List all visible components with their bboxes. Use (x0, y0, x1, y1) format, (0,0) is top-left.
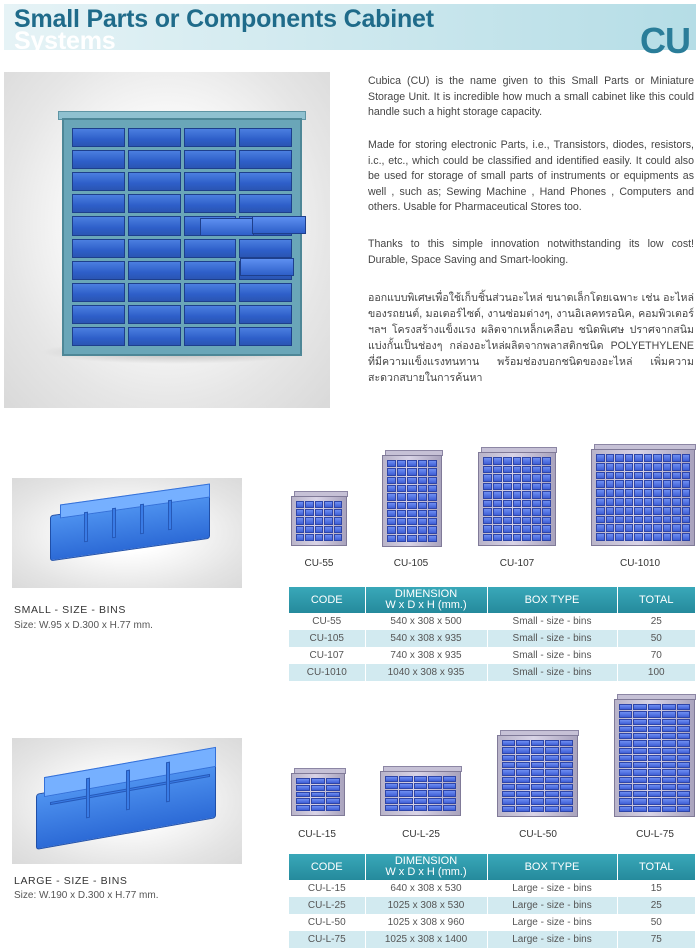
cell-dimension: 1025 x 308 x 960 (365, 914, 487, 931)
table-row (289, 647, 695, 664)
cabinet-model-image (380, 771, 461, 816)
small-bins-spec-table (289, 587, 695, 681)
cabinet-drawer (128, 128, 181, 147)
cell-dimension: 1025 x 308 x 1400 (365, 931, 487, 948)
cabinet-drawer (72, 261, 125, 280)
cabinet-drawer (72, 172, 125, 191)
cabinet-model-image (497, 735, 578, 817)
cabinet-drawer (239, 239, 292, 258)
cell-box-type: Small - size - bins (487, 630, 617, 647)
cell-total: 75 (617, 931, 695, 948)
cabinet-drawer-grid (72, 128, 292, 346)
pulled-drawer (252, 216, 306, 234)
cell-dimension: 640 x 308 x 530 (365, 880, 487, 897)
cabinet-drawer (128, 283, 181, 302)
cell-dimension: 740 x 308 x 935 (365, 647, 487, 664)
pulled-drawer (200, 218, 254, 236)
column-header-box-type: BOX TYPE (487, 587, 617, 613)
cabinet-drawer (128, 239, 181, 258)
cell-box-type: Large - size - bins (487, 931, 617, 948)
cabinet-drawer (239, 305, 292, 324)
cabinet-drawer (184, 239, 237, 258)
hero-cabinet-image (62, 118, 302, 356)
cell-total: 100 (617, 664, 695, 681)
cell-code: CU-105 (289, 630, 365, 647)
cabinet-model-image (382, 455, 442, 547)
cell-code: CU-107 (289, 647, 365, 664)
cell-code: CU-L-25 (289, 897, 365, 914)
cabinet-drawer (184, 261, 237, 280)
cabinet-drawer (128, 261, 181, 280)
table-row (289, 664, 695, 681)
cell-total: 25 (617, 613, 695, 630)
header-banner (4, 4, 696, 61)
cabinet-drawer (128, 327, 181, 346)
cabinet-model-image (591, 449, 695, 546)
page-subtitle: Systems (14, 27, 116, 55)
cabinet-model-image (291, 773, 345, 816)
cabinet-drawer (239, 172, 292, 191)
cabinet-model-image (614, 699, 695, 817)
cell-dimension: 1025 x 308 x 530 (365, 897, 487, 914)
cabinet-model-label: CU-105 (393, 558, 429, 569)
cabinet-drawer (72, 283, 125, 302)
cell-total: 50 (617, 914, 695, 931)
cell-code: CU-L-50 (289, 914, 365, 931)
column-header-code: CODE (289, 854, 365, 880)
description-paragraph-thai: ออกแบบพิเศษเพื่อใช้เก็บชิ้นส่วนอะไหล่ ขนาดเล็กโดยเฉพาะ เช่น อะไหล่ของรถยนต์, มอเตอร์ไซด์, งานซ่อมต่างๆ, งานอิเลคทรอนิค, คอมพิวเตอร์ ฯลฯ โครงสร้างแข็งแรง ผลิตจากเหล็กเคลือบ ชนิดพิเศษ ปราศจากสนิม แบ่งกั้นเป็นช่องๆ กล่องอะไหล่ผลิตจากพลาสติกชนิด POLYETHYLENE ที่มีความแข็งแรงทนทาน พร้อมช่องบอกชนิดของอะไหล่ เพิ่มความสะดวกสบายในการค้นหา (368, 292, 694, 384)
cabinet-drawer (72, 128, 125, 147)
table-row (289, 880, 695, 897)
cell-total: 50 (617, 630, 695, 647)
pulled-drawer (240, 258, 294, 276)
cell-box-type: Large - size - bins (487, 897, 617, 914)
cabinet-drawer (128, 172, 181, 191)
page-title: Small Parts or Components Cabinet (14, 5, 434, 33)
cabinet-drawer (128, 150, 181, 169)
cabinet-drawer (72, 239, 125, 258)
cabinet-drawer (72, 216, 125, 235)
cabinet-model-label: CU-L-25 (402, 829, 440, 840)
large-bins-spec-table (289, 854, 695, 948)
cabinet-drawer (184, 305, 237, 324)
cabinet-model-label: CU-55 (304, 558, 334, 569)
description-paragraph: Made for storing electronic Parts, i.e., Transistors, diodes, resistors, i.c., etc., which could be classified and identified easily. It could also be used for storage of small parts of instruments or equipments as well , such as; Sewing Machine , Hand Phones , Computers and others. Usable for Pharmaceutical Stores too. (368, 139, 694, 213)
cell-box-type: Small - size - bins (487, 613, 617, 630)
cabinet-drawer (128, 194, 181, 213)
cell-box-type: Large - size - bins (487, 880, 617, 897)
dimension-units: W x D x H (mm.) (385, 866, 467, 878)
cell-total: 25 (617, 897, 695, 914)
small-bins-size: Size: W.95 x D.300 x H.77 mm. (14, 620, 153, 631)
table-row (289, 914, 695, 931)
column-header-total: TOTAL (617, 854, 695, 880)
cell-dimension: 540 x 308 x 935 (365, 630, 487, 647)
cell-box-type: Small - size - bins (487, 664, 617, 681)
cell-box-type: Small - size - bins (487, 647, 617, 664)
cabinet-drawer (72, 305, 125, 324)
cabinet-model-image (478, 452, 556, 546)
cabinet-model-label: CU-L-50 (519, 829, 557, 840)
cabinet-drawer (239, 283, 292, 302)
description-paragraph: Thanks to this simple innovation notwithstanding its low cost! Durable, Space Saving and Smart-looking. (368, 238, 694, 266)
cabinet-model-label: CU-107 (499, 558, 535, 569)
cabinet-model-image (291, 496, 347, 546)
cabinet-model-label: CU-L-15 (298, 829, 336, 840)
large-bins-size: Size: W.190 x D.300 x H.77 mm. (14, 890, 159, 901)
dimension-label: DIMENSION (394, 588, 458, 600)
cell-code: CU-L-75 (289, 931, 365, 948)
column-header-code: CODE (289, 587, 365, 613)
column-header-dimension (365, 854, 487, 880)
cabinet-model-label: CU-L-75 (636, 829, 674, 840)
cabinet-drawer (184, 172, 237, 191)
dimension-units: W x D x H (mm.) (385, 599, 467, 611)
cabinet-drawer (239, 327, 292, 346)
cabinet-drawer (184, 327, 237, 346)
table-row (289, 630, 695, 647)
cabinet-drawer (239, 194, 292, 213)
cabinet-drawer (184, 150, 237, 169)
dimension-label: DIMENSION (394, 855, 458, 867)
cabinet-drawer (128, 305, 181, 324)
series-code: CU (640, 20, 690, 61)
table-row (289, 897, 695, 914)
column-header-total: TOTAL (617, 587, 695, 613)
cabinet-drawer (239, 150, 292, 169)
cell-dimension: 1040 x 308 x 935 (365, 664, 487, 681)
cell-code: CU-55 (289, 613, 365, 630)
cabinet-drawer (184, 128, 237, 147)
cabinet-drawer (184, 283, 237, 302)
cabinet-drawer (128, 216, 181, 235)
cabinet-drawer (72, 150, 125, 169)
cell-total: 15 (617, 880, 695, 897)
cell-code: CU-L-15 (289, 880, 365, 897)
cabinet-drawer (184, 194, 237, 213)
cell-dimension: 540 x 308 x 500 (365, 613, 487, 630)
cabinet-drawer (239, 128, 292, 147)
cabinet-drawer (72, 194, 125, 213)
cabinet-drawer (72, 327, 125, 346)
cabinet-model-label: CU-1010 (619, 558, 661, 569)
cell-box-type: Large - size - bins (487, 914, 617, 931)
large-bins-title: LARGE - SIZE - BINS (14, 875, 128, 887)
table-row (289, 931, 695, 948)
table-row (289, 613, 695, 630)
cell-total: 70 (617, 647, 695, 664)
column-header-box-type: BOX TYPE (487, 854, 617, 880)
column-header-dimension (365, 587, 487, 613)
description-paragraph: Cubica (CU) is the name given to this Small Parts or Miniature Storage Unit. It is incredible how much a small cabinet like this could handle such a hight storage capacity. (368, 75, 694, 118)
small-bins-title: SMALL - SIZE - BINS (14, 604, 126, 616)
cell-code: CU-1010 (289, 664, 365, 681)
